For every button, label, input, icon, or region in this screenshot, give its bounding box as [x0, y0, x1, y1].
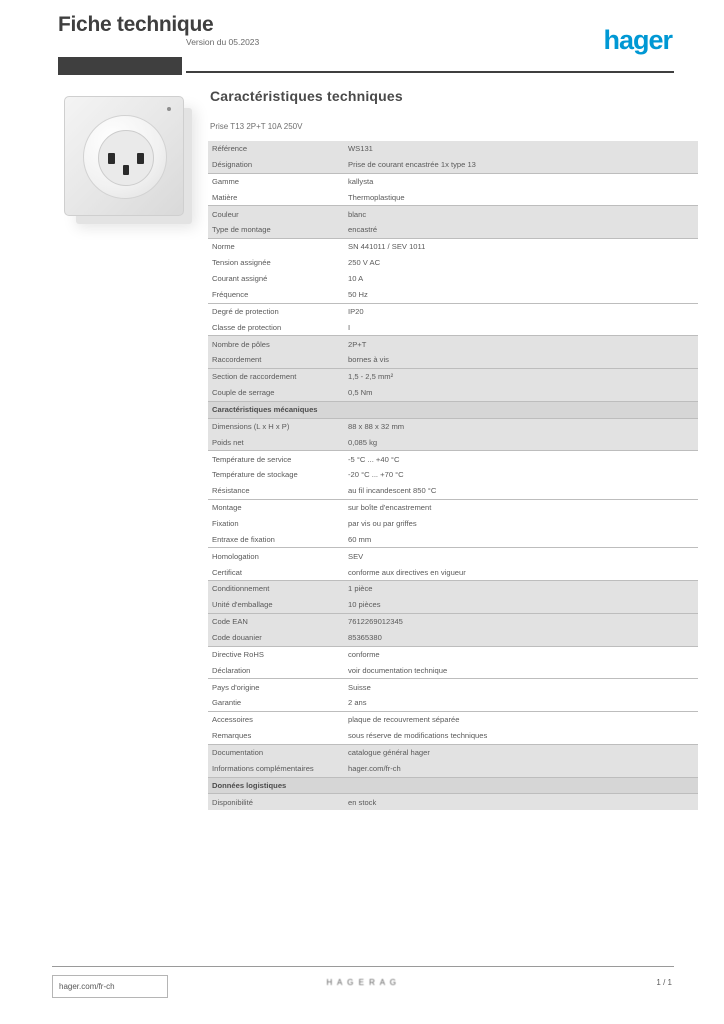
footer-url[interactable]: hager.com/fr-ch	[59, 982, 115, 991]
spec-key: Couleur	[208, 206, 344, 222]
spec-value: encastré	[344, 222, 698, 238]
table-row	[208, 467, 698, 483]
spec-key: Fréquence	[208, 287, 344, 303]
spec-value: 88 x 88 x 32 mm	[344, 419, 698, 435]
table-row	[208, 369, 698, 385]
spec-key: Unité d'emballage	[208, 597, 344, 613]
spec-value: voir documentation technique	[344, 663, 698, 679]
spec-key: Référence	[208, 141, 344, 157]
table-row	[208, 304, 698, 320]
spec-value: 2 ans	[344, 695, 698, 711]
spec-key: Données logistiques	[208, 778, 344, 794]
page-header	[0, 0, 724, 78]
socket-pin-left	[108, 153, 115, 164]
spec-key: Documentation	[208, 745, 344, 761]
table-row	[208, 695, 698, 711]
table-row	[208, 434, 698, 450]
spec-value: 85365380	[344, 630, 698, 646]
table-row	[208, 419, 698, 435]
table-row	[208, 255, 698, 271]
table-row	[208, 222, 698, 238]
table-row	[208, 451, 698, 467]
spec-key: Couple de serrage	[208, 385, 344, 401]
page-footer	[0, 966, 724, 1006]
spec-value: Thermoplastique	[344, 190, 698, 206]
spec-value: SN 441011 / SEV 1011	[344, 239, 698, 255]
table-row	[208, 206, 698, 222]
footer-page-number: 1 / 1	[656, 978, 672, 987]
product-caption: Prise T13 2P+T 10A 250V	[210, 122, 303, 131]
spec-value: plaque de recouvrement séparée	[344, 712, 698, 728]
table-row	[208, 548, 698, 564]
spec-key: Tension assignée	[208, 255, 344, 271]
table-row	[208, 614, 698, 630]
spec-key: Pays d'origine	[208, 679, 344, 695]
table-row	[208, 500, 698, 516]
spec-key: Classe de protection	[208, 319, 344, 335]
table-group-row	[208, 778, 698, 794]
spec-value: catalogue général hager	[344, 745, 698, 761]
table-row	[208, 385, 698, 401]
spec-key: Nombre de pôles	[208, 336, 344, 352]
spec-key: Code douanier	[208, 630, 344, 646]
title-underline	[58, 57, 182, 75]
spec-value: en stock	[344, 794, 698, 810]
spec-key: Gamme	[208, 174, 344, 190]
footer-company: H A G E R A G	[326, 978, 398, 987]
socket-marker-dot	[167, 107, 171, 111]
spec-key: Température de stockage	[208, 467, 344, 483]
spec-key: Certificat	[208, 564, 344, 580]
spec-value: 50 Hz	[344, 287, 698, 303]
spec-key: Caractéristiques mécaniques	[208, 402, 344, 418]
spec-key: Fixation	[208, 516, 344, 532]
header-divider	[186, 71, 674, 73]
spec-value: I	[344, 319, 698, 335]
product-image	[58, 90, 203, 235]
spec-key: Garantie	[208, 695, 344, 711]
spec-key: Entraxe de fixation	[208, 532, 344, 548]
table-row	[208, 647, 698, 663]
socket-pin-earth	[123, 165, 129, 175]
table-row	[208, 679, 698, 695]
main-content	[208, 88, 682, 810]
spec-value: 2P+T	[344, 336, 698, 352]
table-row	[208, 794, 698, 810]
table-row	[208, 745, 698, 761]
spec-key: Informations complémentaires	[208, 761, 344, 777]
spec-value: IP20	[344, 304, 698, 320]
spec-value: Suisse	[344, 679, 698, 695]
spec-key: Disponibilité	[208, 794, 344, 810]
spec-key: Directive RoHS	[208, 647, 344, 663]
spec-key: Section de raccordement	[208, 369, 344, 385]
spec-value: 7612269012345	[344, 614, 698, 630]
spec-key: Homologation	[208, 548, 344, 564]
spec-key: Dimensions (L x H x P)	[208, 419, 344, 435]
table-row	[208, 174, 698, 190]
table-row	[208, 532, 698, 548]
footer-divider	[52, 966, 674, 967]
spec-key: Conditionnement	[208, 581, 344, 597]
table-row	[208, 581, 698, 597]
spec-key: Déclaration	[208, 663, 344, 679]
spec-key: Raccordement	[208, 352, 344, 368]
socket-face	[83, 115, 167, 199]
hager-logo: hager	[603, 25, 672, 55]
spec-key: Poids net	[208, 434, 344, 450]
spec-value: conforme	[344, 647, 698, 663]
table-row	[208, 516, 698, 532]
table-row	[208, 239, 698, 255]
table-row	[208, 271, 698, 287]
spec-key: Norme	[208, 239, 344, 255]
spec-value: sur boîte d'encastrement	[344, 500, 698, 516]
spec-key: Température de service	[208, 451, 344, 467]
spec-key: Type de montage	[208, 222, 344, 238]
table-row	[208, 597, 698, 613]
table-row	[208, 728, 698, 744]
spec-value: 0,5 Nm	[344, 385, 698, 401]
spec-value: 0,085 kg	[344, 434, 698, 450]
socket-body	[64, 96, 184, 216]
spec-value: 1 pièce	[344, 581, 698, 597]
table-row	[208, 336, 698, 352]
spec-value: Prise de courant encastrée 1x type 13	[344, 157, 698, 173]
table-row	[208, 663, 698, 679]
table-row	[208, 190, 698, 206]
table-row	[208, 712, 698, 728]
table-row	[208, 630, 698, 646]
spec-value	[344, 778, 698, 794]
table-row	[208, 141, 698, 157]
spec-value: WS131	[344, 141, 698, 157]
table-row	[208, 352, 698, 368]
spec-key: Désignation	[208, 157, 344, 173]
spec-value: par vis ou par griffes	[344, 516, 698, 532]
spec-key: Courant assigné	[208, 271, 344, 287]
spec-key: Code EAN	[208, 614, 344, 630]
table-row	[208, 319, 698, 335]
spec-value: au fil incandescent 850 °C	[344, 483, 698, 499]
spec-value: hager.com/fr-ch	[344, 761, 698, 777]
spec-value: SEV	[344, 548, 698, 564]
spec-value: -20 °C ... +70 °C	[344, 467, 698, 483]
page-title: Fiche technique	[58, 13, 214, 36]
spec-key: Montage	[208, 500, 344, 516]
spec-value: 10 pièces	[344, 597, 698, 613]
table-row	[208, 761, 698, 777]
section-title: Caractéristiques techniques	[210, 88, 403, 104]
spec-value: sous réserve de modifications techniques	[344, 728, 698, 744]
spec-key: Résistance	[208, 483, 344, 499]
spec-value: bornes à vis	[344, 352, 698, 368]
spec-key: Degré de protection	[208, 304, 344, 320]
table-row	[208, 483, 698, 499]
table-group-row	[208, 402, 698, 418]
table-row	[208, 157, 698, 173]
table-row	[208, 564, 698, 580]
spec-value	[344, 402, 698, 418]
document-version: Version du 05.2023	[186, 37, 260, 47]
spec-value: 10 A	[344, 271, 698, 287]
socket-pin-right	[137, 153, 144, 164]
spec-value: 60 mm	[344, 532, 698, 548]
spec-key: Matière	[208, 190, 344, 206]
spec-value: 1,5 - 2,5 mm²	[344, 369, 698, 385]
specifications-table	[208, 141, 698, 810]
spec-value: conforme aux directives en vigueur	[344, 564, 698, 580]
table-row	[208, 287, 698, 303]
spec-value: -5 °C ... +40 °C	[344, 451, 698, 467]
spec-value: kallysta	[344, 174, 698, 190]
socket-inner-ring	[98, 130, 154, 186]
spec-value: 250 V AC	[344, 255, 698, 271]
spec-key: Remarques	[208, 728, 344, 744]
spec-value: blanc	[344, 206, 698, 222]
spec-key: Accessoires	[208, 712, 344, 728]
